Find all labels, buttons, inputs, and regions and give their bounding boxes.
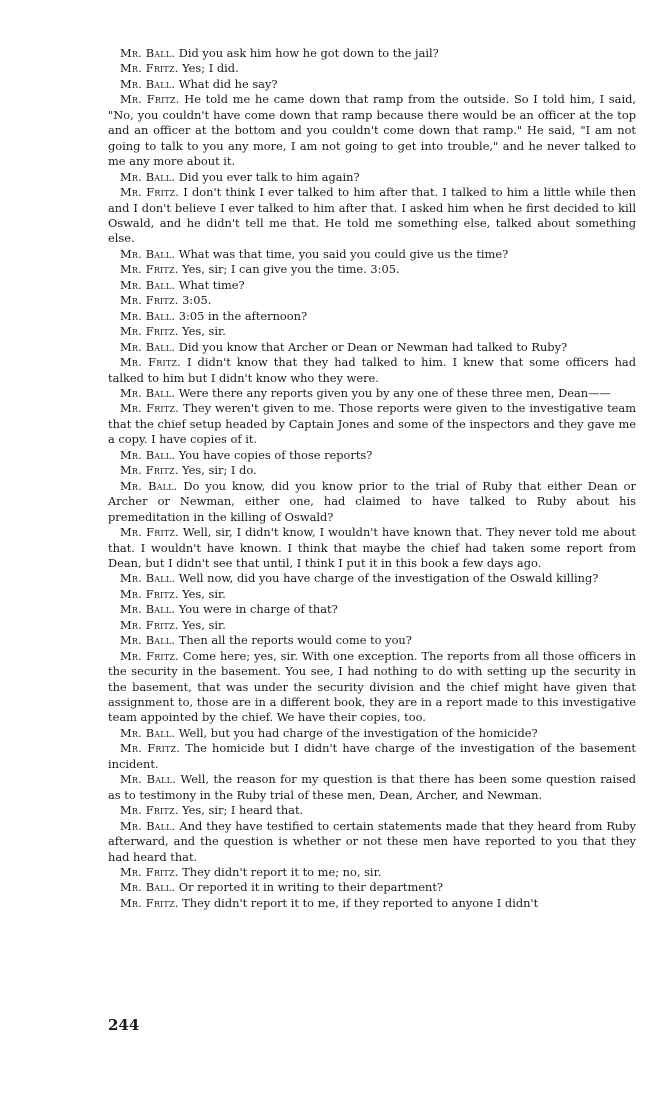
testimony-text: They weren't given to me. Those reports were given to the investigative team that the chief setup headed by Captain Jones and some of the inspectors and they gave me a copy. I have copies of it.: [108, 401, 637, 447]
speaker-name: Mr. Ball.: [120, 633, 176, 648]
testimony-text: 3:05 in the afternoon?: [175, 308, 308, 323]
testimony-paragraph: [108, 741, 636, 772]
speaker-name: Mr. Fritz.: [120, 262, 179, 277]
testimony-paragraph: [108, 401, 636, 447]
testimony-paragraph: [108, 571, 636, 586]
speaker-name: Mr. Fritz.: [120, 895, 179, 910]
testimony-paragraph: [108, 77, 636, 92]
speaker-name: Mr. Ball.: [120, 602, 176, 617]
testimony-paragraph: [108, 278, 636, 293]
testimony-paragraph: [108, 170, 636, 185]
speaker-name: Mr. Fritz.: [120, 293, 179, 308]
testimony-paragraph: [108, 185, 636, 247]
testimony-paragraph: [108, 618, 636, 633]
testimony-text: Yes, sir; I heard that.: [178, 803, 304, 818]
speaker-name: Mr. Fritz.: [120, 617, 179, 632]
testimony-text: Yes, sir; I can give you the time. 3:05.: [178, 262, 400, 277]
testimony-text: You were in charge of that?: [175, 602, 338, 617]
speaker-name: Mr. Fritz.: [120, 525, 179, 540]
speaker-name: Mr. Fritz.: [120, 803, 179, 818]
speaker-name: Mr. Ball.: [120, 76, 176, 91]
testimony-text: What time?: [175, 277, 245, 292]
speaker-name: Mr. Ball.: [120, 46, 176, 60]
speaker-name: Mr. Fritz.: [120, 355, 181, 370]
speaker-name: Mr. Fritz.: [120, 463, 179, 478]
speaker-name: Mr. Ball.: [120, 308, 176, 323]
testimony-text: Well, the reason for my question is that there has been some question raised as to testimony in the Ruby trial of these men, Dean, Archer, and Newman.: [108, 772, 636, 802]
speaker-name: Mr. Ball.: [120, 246, 176, 261]
speaker-name: Mr. Fritz.: [120, 741, 181, 756]
testimony-paragraph: [108, 772, 636, 803]
testimony-paragraph: [108, 649, 636, 726]
testimony-text: Well, sir, I didn't know, I wouldn't have known that. They never told me about that. I wouldn't have known. I think that maybe the chief had taken some report from Dean, but I didn't see that until, I think I put it in this book a few days ago.: [108, 525, 636, 570]
testimony-paragraph: [108, 587, 636, 602]
speaker-name: Mr. Fritz.: [120, 401, 179, 416]
speaker-name: Mr. Ball.: [120, 880, 176, 895]
testimony-paragraph: [108, 463, 636, 478]
speaker-name: Mr. Ball.: [120, 447, 176, 462]
testimony-paragraph: [108, 726, 636, 741]
speaker-name: Mr. Ball.: [120, 478, 178, 493]
testimony-text: Well now, did you have charge of the investigation of the Oswald killing?: [175, 571, 599, 586]
testimony-text: Did you know that Archer or Dean or Newman had talked to Ruby?: [175, 339, 568, 354]
testimony-text: They didn't report it to me; no, sir.: [178, 865, 382, 880]
testimony-paragraph: [108, 386, 636, 401]
testimony-text: Well, but you had charge of the investigation of the homicide?: [175, 725, 538, 740]
testimony-paragraph: [108, 865, 636, 880]
testimony-paragraph: [108, 92, 636, 169]
speaker-name: Mr. Ball.: [120, 571, 176, 586]
testimony-paragraph: [108, 324, 636, 339]
testimony-paragraph: [108, 61, 636, 76]
speaker-name: Mr. Ball.: [120, 772, 177, 787]
testimony-text: Do you know, did you know prior to the trial of Ruby that either Dean or Archer or Newman, either one, had claimed to have talked to Ruby about his premeditation in the killing of Oswald?: [108, 478, 636, 524]
speaker-name: Mr. Ball.: [120, 385, 176, 400]
speaker-name: Mr. Fritz.: [120, 324, 179, 339]
testimony-text: Come here; yes, sir. With one exception. The reports from all those officers in the security in the basement. You see, I had nothing to do with setting up the security in the basement, that was under the security division and the chief might have given that assignment to, those are in a different book, they are in a report made to this investigative team appointed by the chief. We have their copies, too.: [108, 648, 636, 725]
speaker-name: Mr. Fritz.: [120, 586, 179, 601]
testimony-paragraph: [108, 479, 636, 525]
testimony-paragraph: [108, 46, 636, 61]
testimony-text: What did he say?: [175, 76, 278, 91]
testimony-text: He told me he came down that ramp from the outside. So I told him, I said, "No, you couldn't have come down that ramp because there would be an officer at the top and an officer at the bottom and you couldn't come down that ramp." He said, "I am not going to talk to you any more, I am not going to get into trouble," and he never talked to me any more about it.: [108, 92, 636, 169]
speaker-name: Mr. Ball.: [120, 169, 176, 184]
speaker-name: Mr. Fritz.: [120, 92, 180, 107]
testimony-text: Yes, sir; I do.: [178, 463, 257, 478]
testimony-text: Or reported it in writing to their department?: [175, 880, 444, 895]
speaker-name: Mr. Fritz.: [120, 648, 179, 663]
testimony-text: Yes, sir.: [178, 617, 226, 632]
testimony-paragraph: [108, 633, 636, 648]
speaker-name: Mr. Ball.: [120, 818, 176, 833]
speaker-name: Mr. Ball.: [120, 339, 176, 354]
testimony-paragraph: [108, 525, 636, 571]
testimony-text: 3:05.: [178, 293, 212, 308]
testimony-paragraph: [108, 896, 636, 911]
testimony-text: Were there any reports given you by any one of these three men, Dean——: [175, 385, 611, 400]
transcript-page: [108, 46, 636, 911]
speaker-name: Mr. Fritz.: [120, 865, 179, 880]
testimony-paragraph: [108, 448, 636, 463]
testimony-paragraph: [108, 309, 636, 324]
testimony-text: And they have testified to certain statements made that they heard from Ruby afterward, and the question is whether or not these men have reported to you that they had heard that.: [108, 818, 636, 864]
testimony-paragraph: [108, 803, 636, 818]
page-number: 244: [108, 1016, 140, 1034]
testimony-paragraph: [108, 293, 636, 308]
testimony-text: Then all the reports would come to you?: [175, 633, 412, 648]
testimony-text: They didn't report it to me, if they reported to anyone I didn't: [178, 895, 539, 910]
speaker-name: Mr. Ball.: [120, 725, 176, 740]
testimony-text: I didn't know that they had talked to him. I knew that some officers had talked to him but I didn't know who they were.: [108, 355, 637, 385]
testimony-paragraph: [108, 602, 636, 617]
testimony-text: Did you ask him how he got down to the jail?: [175, 46, 439, 60]
testimony-text: Yes, sir.: [178, 586, 226, 601]
testimony-text: Yes; I did.: [178, 61, 239, 76]
speaker-name: Mr. Fritz.: [120, 61, 179, 76]
testimony-paragraph: [108, 355, 636, 386]
testimony-text: Yes, sir.: [178, 324, 226, 339]
testimony-paragraph: [108, 880, 636, 895]
speaker-name: Mr. Ball.: [120, 277, 176, 292]
testimony-text: The homicide but I didn't have charge of the investigation of the basement incident.: [108, 741, 637, 771]
testimony-text: What was that time, you said you could give us the time?: [175, 246, 509, 261]
testimony-paragraph: [108, 340, 636, 355]
testimony-text: You have copies of those reports?: [175, 447, 373, 462]
speaker-name: Mr. Fritz.: [120, 185, 180, 200]
testimony-paragraph: [108, 262, 636, 277]
testimony-text: I don't think I ever talked to him after that. I talked to him a little while then and I don't believe I ever talked to him after that. I asked him when he first decided to kill Oswald, and he didn't tell me that. He told me something else, talked about something else.: [108, 185, 637, 246]
testimony-paragraph: [108, 247, 636, 262]
testimony-text: Did you ever talk to him again?: [175, 169, 360, 184]
testimony-paragraph: [108, 819, 636, 865]
